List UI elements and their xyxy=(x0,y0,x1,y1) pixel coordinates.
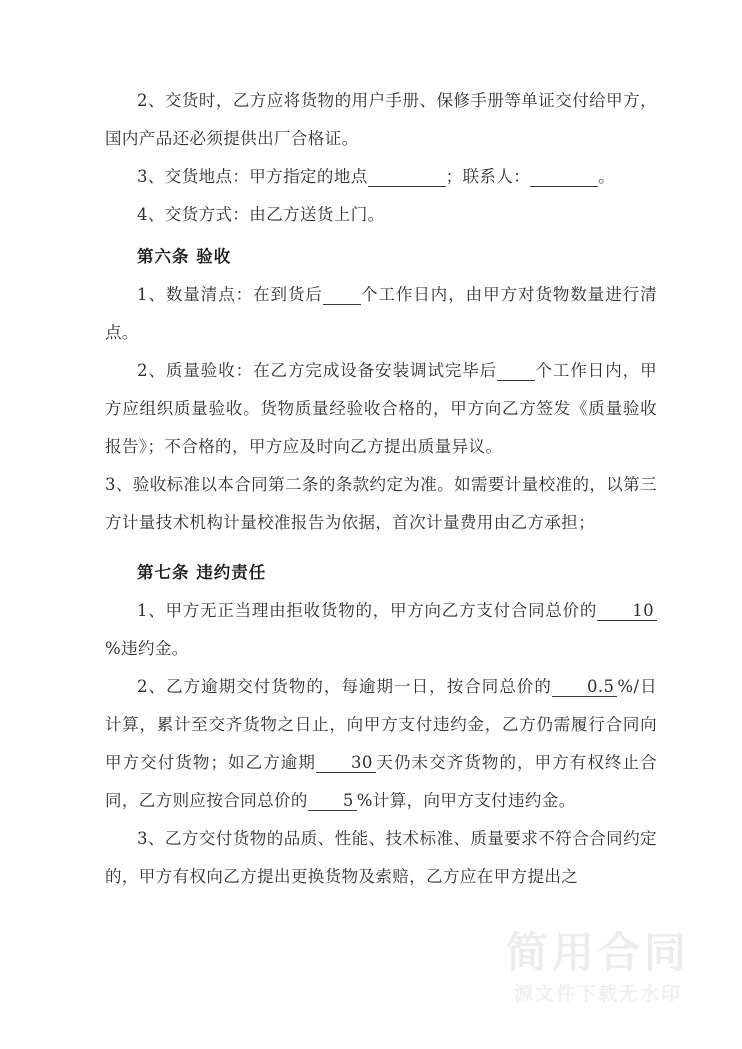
buyer-refusal-label: 1、甲方无正当理由拒收货物的，甲方向乙方支付合同总价的 xyxy=(137,601,598,620)
quality-acceptance-label: 2、质量验收：在乙方完成设备安装调试完毕后 xyxy=(137,361,498,380)
late-delivery-label: 2、乙方逾期交付货物的，每逾期一日，按合同总价的 xyxy=(137,677,552,696)
paragraph-delivery-item-4 xyxy=(105,196,657,234)
section-6-heading xyxy=(105,238,657,276)
paragraph-delivery-item-4-text: 4、交货方式：由乙方送货上门。 xyxy=(137,205,385,224)
paragraph-delivery-item-3 xyxy=(105,158,657,196)
paragraph-section-7-item-3 xyxy=(105,820,657,896)
paragraph-section-6-item-3-text: 3、验收标准以本合同第二条的条款约定为准。如需要计量校准的，以第三方计量技术机构计量校准报告为依据，首次计量费用由乙方承担； xyxy=(105,475,657,532)
delivery-location-blank[interactable] xyxy=(368,168,446,187)
paragraph-section-7-item-1 xyxy=(105,592,657,668)
section-7-heading xyxy=(105,554,657,592)
spacer-before-section-7 xyxy=(105,542,657,554)
paragraph-section-6-item-3 xyxy=(105,466,657,542)
contact-person-blank[interactable] xyxy=(530,168,598,187)
quality-acceptance-days-blank[interactable] xyxy=(497,362,535,381)
watermark-brand-text: 简用合同 xyxy=(505,928,690,977)
buyer-refusal-rest: %违约金。 xyxy=(105,639,189,658)
delivery-location-label: 3、交货地点：甲方指定的地点 xyxy=(137,167,368,186)
paragraph-section-7-item-3-text: 3、乙方交付货物的品质、性能、技术标准、质量要求不符合合同约定的，甲方有权向乙方提出更换货物及索赔，乙方应在甲方提出之 xyxy=(105,829,657,886)
late-delivery-rest: %计算，向甲方支付违约金。 xyxy=(356,791,576,810)
paragraph-section-6-item-2 xyxy=(105,352,657,466)
late-delivery-mid-2: 天仍未交齐货物的，甲方有权终止合同，乙方则应按合同总价的 xyxy=(105,753,657,810)
section-6-heading-text: 第六条 验收 xyxy=(137,247,232,266)
document-body xyxy=(105,82,657,896)
quality-acceptance-rest: 个工作日内，甲方应组织质量验收。货物质量经验收合格的，甲方向乙方签发《质量验收报告》；不合格的，甲方应及时向乙方提出质量异议。 xyxy=(105,361,657,456)
watermark-tagline-text: 源文件下载无水印 xyxy=(513,983,682,1005)
section-7-heading-text: 第七条 违约责任 xyxy=(137,563,267,582)
paragraph-delivery-item-2-text: 2、交货时，乙方应将货物的用户手册、保修手册等单证交付给甲方，国内产品还必须提供出厂合格证。 xyxy=(105,91,657,148)
termination-penalty-percent-value[interactable]: 5 xyxy=(308,792,357,811)
buyer-penalty-percent-value[interactable]: 10 xyxy=(597,602,657,621)
paragraph-section-6-item-1 xyxy=(105,276,657,352)
contact-person-label: ；联系人： xyxy=(445,167,531,186)
late-delivery-mid: %/日计算，累计至交齐货物之日止，向甲方支付违约金，乙方仍需履行合同向甲方交付货物；如乙方逾期 xyxy=(105,677,657,772)
quantity-check-rest: 个工作日内，由甲方对货物数量进行清点。 xyxy=(105,285,657,342)
overdue-days-value[interactable]: 30 xyxy=(316,754,376,773)
paragraph-delivery-item-2 xyxy=(105,82,657,158)
quantity-check-days-blank[interactable] xyxy=(323,286,361,305)
paragraph-section-7-item-2 xyxy=(105,668,657,820)
quantity-check-label: 1、数量清点：在到货后 xyxy=(137,285,323,304)
watermark xyxy=(478,929,718,1007)
delivery-item-3-terminator: 。 xyxy=(598,167,616,186)
daily-penalty-percent-value[interactable]: 0.5 xyxy=(552,678,617,697)
